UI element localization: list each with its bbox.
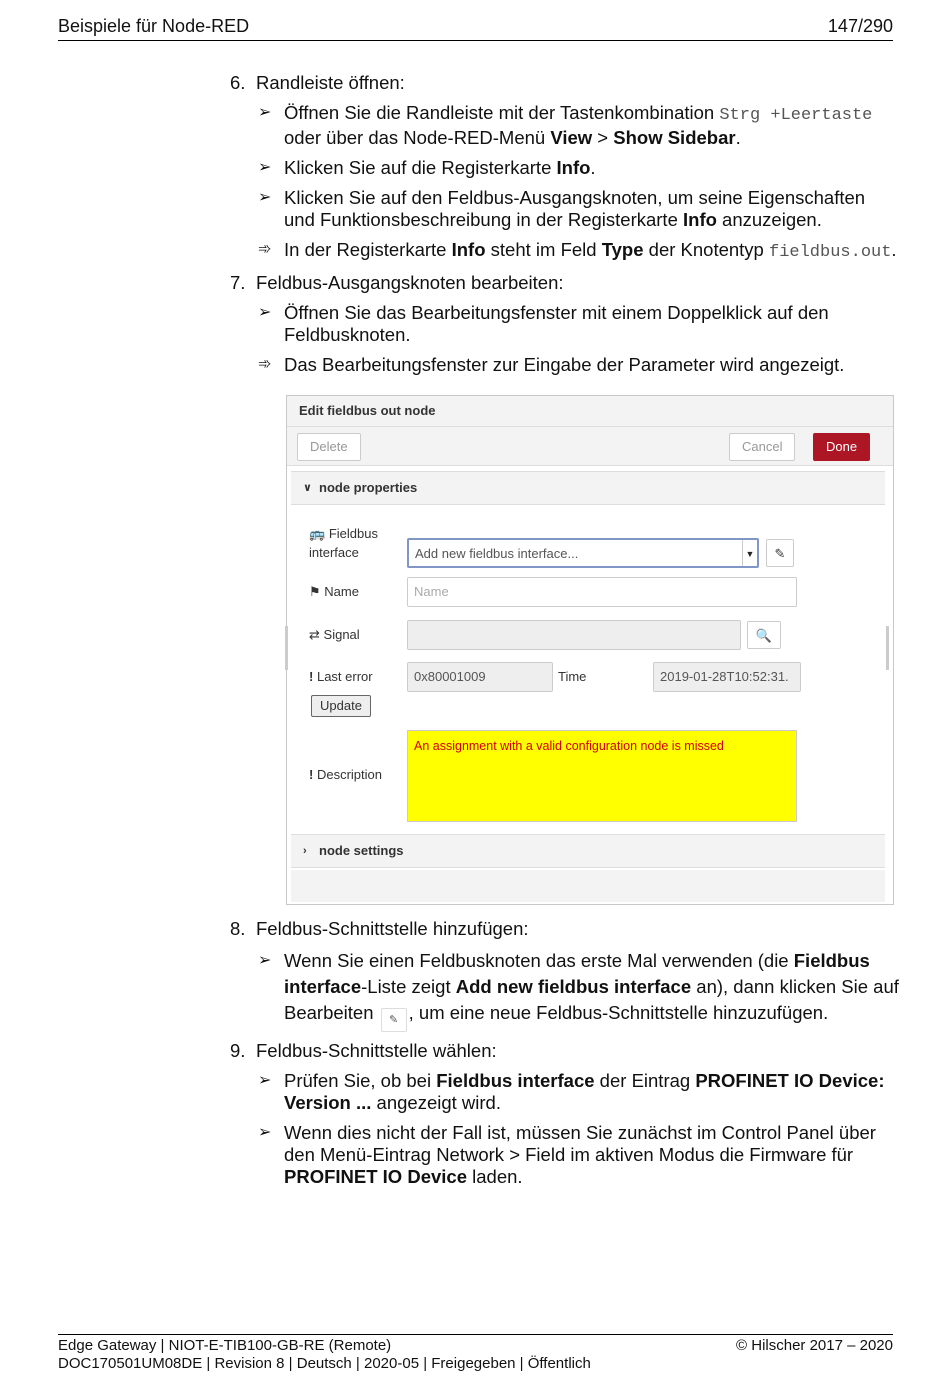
step-6 bbox=[230, 72, 900, 94]
text: Öffnen Sie die Randleiste mit der Tastenkombination bbox=[284, 102, 720, 123]
name-input[interactable] bbox=[407, 577, 797, 607]
dialog-bottom-bar bbox=[291, 870, 885, 902]
search-button[interactable] bbox=[747, 621, 781, 649]
description-label bbox=[309, 767, 382, 782]
result-arrow-icon: ➾ bbox=[258, 241, 272, 258]
text: anzuzeigen. bbox=[716, 209, 822, 230]
signal-input[interactable] bbox=[407, 620, 741, 650]
cancel-button[interactable]: Cancel bbox=[729, 433, 795, 461]
bold-text: Info bbox=[556, 157, 591, 178]
dialog-toolbar bbox=[287, 427, 893, 466]
list-item bbox=[230, 102, 900, 149]
arrow-bullet-icon: ➢ bbox=[258, 104, 272, 121]
list-item bbox=[230, 1070, 900, 1114]
signal-label bbox=[309, 627, 360, 643]
text: Klicken Sie auf die Registerkarte bbox=[284, 157, 557, 178]
resize-handle-left[interactable] bbox=[285, 626, 288, 670]
page-footer bbox=[58, 1334, 893, 1373]
placeholder: Name bbox=[414, 584, 449, 599]
list-item bbox=[230, 302, 900, 346]
name-label bbox=[309, 584, 359, 600]
fieldbus-interface-select[interactable] bbox=[407, 538, 759, 568]
text: > bbox=[592, 127, 614, 148]
arrow-bullet-icon: ➢ bbox=[258, 159, 272, 176]
text: Das Bearbeitungsfenster zur Eingabe der Parameter wird angezeigt. bbox=[284, 354, 845, 375]
last-error-label bbox=[309, 669, 373, 684]
text: , um eine neue Feldbus-Schnittstelle hinzuzufügen. bbox=[408, 1002, 829, 1023]
time-label: Time bbox=[558, 669, 587, 684]
section-node-properties[interactable] bbox=[291, 471, 885, 505]
list-item-result bbox=[230, 354, 900, 376]
step-7 bbox=[230, 272, 900, 294]
text: oder über das Node-RED-Menü bbox=[284, 127, 551, 148]
copyright: © Hilscher 2017 – 2020 bbox=[736, 1337, 893, 1354]
fieldbus-interface-label bbox=[309, 524, 389, 562]
field-value: 2019-01-28T10:52:31. bbox=[660, 669, 789, 684]
chevron-down-icon: ∨ bbox=[303, 482, 312, 494]
text: angezeigt wird. bbox=[371, 1092, 501, 1113]
bold-text: Info bbox=[683, 209, 717, 230]
exclamation-icon: ! bbox=[309, 669, 314, 684]
list-item bbox=[230, 1122, 900, 1188]
bold-text: Show Sidebar bbox=[613, 127, 736, 148]
bold-text: Fieldbus interface bbox=[284, 950, 870, 997]
label-text: Fieldbus interface bbox=[309, 526, 378, 560]
result-arrow-icon: ➾ bbox=[258, 356, 272, 373]
list-item bbox=[230, 187, 900, 231]
text: Wenn Sie einen Feldbusknoten das erste Mal verwenden (die bbox=[284, 950, 794, 971]
dialog-title: Edit fieldbus out node bbox=[287, 396, 893, 427]
arrow-bullet-icon: ➢ bbox=[258, 952, 272, 969]
page-number: 147/290 bbox=[827, 16, 893, 36]
caret-down-icon: ▼ bbox=[742, 540, 757, 566]
label-text: Signal bbox=[323, 627, 360, 642]
arrow-bullet-icon: ➢ bbox=[258, 1124, 272, 1141]
document-body-lower bbox=[230, 918, 900, 1196]
bold-text: Type bbox=[601, 239, 644, 260]
list-item-result bbox=[230, 239, 900, 264]
text: steht im Feld bbox=[485, 239, 602, 260]
header-title: Beispiele für Node-RED bbox=[58, 16, 250, 36]
last-error-input bbox=[407, 662, 553, 692]
exclamation-icon: ! bbox=[309, 767, 314, 782]
tag-icon: ⚑ bbox=[309, 584, 321, 599]
text: laden. bbox=[467, 1166, 523, 1187]
time-input bbox=[653, 662, 801, 692]
text: Wenn dies nicht der Fall ist, müssen Sie zunächst im Control Panel über den Menü-Eintrag Network > Field im aktiven Modus die Firmware für bbox=[284, 1122, 876, 1165]
search-icon: 🔍 bbox=[755, 628, 773, 643]
code: Strg +Leertaste bbox=[719, 106, 873, 125]
bold-text: PROFINET IO Device: Version ... bbox=[284, 1070, 885, 1113]
bold-text: Fieldbus interface bbox=[436, 1070, 595, 1091]
code: fieldbus.out bbox=[769, 243, 892, 262]
bold-text: PROFINET IO Device bbox=[284, 1166, 467, 1187]
text: In der Registerkarte bbox=[284, 239, 452, 260]
resize-handle-right[interactable] bbox=[886, 626, 889, 670]
delete-button[interactable]: Delete bbox=[297, 433, 361, 461]
text: -Liste zeigt bbox=[361, 976, 456, 997]
text: Prüfen Sie, ob bei bbox=[284, 1070, 437, 1091]
section-title: node properties bbox=[319, 480, 418, 495]
arrow-bullet-icon: ➢ bbox=[258, 189, 272, 206]
edit-pencil-button[interactable] bbox=[766, 539, 794, 567]
step-9 bbox=[230, 1040, 900, 1062]
text: . bbox=[590, 157, 596, 178]
bold-text: Info bbox=[451, 239, 486, 260]
step-number: 8. bbox=[230, 918, 246, 939]
step-8 bbox=[230, 918, 900, 940]
pencil-icon: ✎ bbox=[774, 546, 786, 561]
list-item bbox=[230, 157, 900, 179]
done-button[interactable]: Done bbox=[813, 433, 870, 461]
text: an), dann klicken Sie auf Bearbeiten bbox=[284, 976, 899, 1023]
field-value: 0x80001009 bbox=[414, 669, 486, 684]
chevron-right-icon: › bbox=[303, 845, 307, 857]
step-title: Feldbus-Schnittstelle wählen: bbox=[256, 1040, 497, 1061]
arrow-bullet-icon: ➢ bbox=[258, 304, 272, 321]
pencil-icon: ✎ bbox=[381, 1008, 407, 1032]
select-value: Add new fieldbus interface... bbox=[415, 546, 579, 561]
text: Öffnen Sie das Bearbeitungsfenster mit einem Doppelklick auf den Feldbusknoten. bbox=[284, 302, 829, 345]
document-body bbox=[230, 72, 900, 384]
bold-text: View bbox=[550, 127, 593, 148]
footer-line-1: Edge Gateway | NIOT-E-TIB100-GB-RE (Remote) bbox=[58, 1337, 392, 1354]
description-textarea[interactable] bbox=[407, 730, 797, 822]
shuffle-icon: ⇄ bbox=[309, 627, 320, 642]
step-number: 7. bbox=[230, 272, 246, 293]
text: der Knotentyp bbox=[643, 239, 769, 260]
description-text: An assignment with a valid configuration node is missed bbox=[414, 739, 724, 753]
step-title: Randleiste öffnen: bbox=[256, 72, 405, 93]
label-text: Last error bbox=[316, 669, 373, 684]
step-number: 9. bbox=[230, 1040, 246, 1061]
arrow-bullet-icon: ➢ bbox=[258, 1072, 272, 1089]
step-title: Feldbus-Ausgangsknoten bearbeiten: bbox=[256, 272, 564, 293]
label-text: Name bbox=[324, 584, 359, 599]
page-header bbox=[58, 14, 893, 41]
list-item bbox=[230, 948, 900, 1032]
bold-text: Add new fieldbus interface bbox=[455, 976, 692, 997]
footer-line-2: DOC170501UM08DE | Revision 8 | Deutsch | 2020-05 | Freigegeben | Öffentlich bbox=[58, 1355, 591, 1372]
section-node-settings[interactable] bbox=[291, 834, 885, 868]
section-title: node settings bbox=[319, 843, 404, 858]
bus-icon: 🚌 bbox=[309, 526, 326, 541]
step-title: Feldbus-Schnittstelle hinzufügen: bbox=[256, 918, 529, 939]
text: der Eintrag bbox=[594, 1070, 696, 1091]
text: . bbox=[891, 239, 897, 260]
label-text: Description bbox=[316, 767, 382, 782]
update-button[interactable]: Update bbox=[311, 695, 371, 717]
step-number: 6. bbox=[230, 72, 246, 93]
text: . bbox=[735, 127, 741, 148]
text: Klicken Sie auf den Feldbus-Ausgangsknoten, um seine Eigenschaften und Funktionsbeschreibung in der Registerkarte bbox=[284, 187, 866, 230]
edit-node-dialog bbox=[286, 395, 894, 905]
